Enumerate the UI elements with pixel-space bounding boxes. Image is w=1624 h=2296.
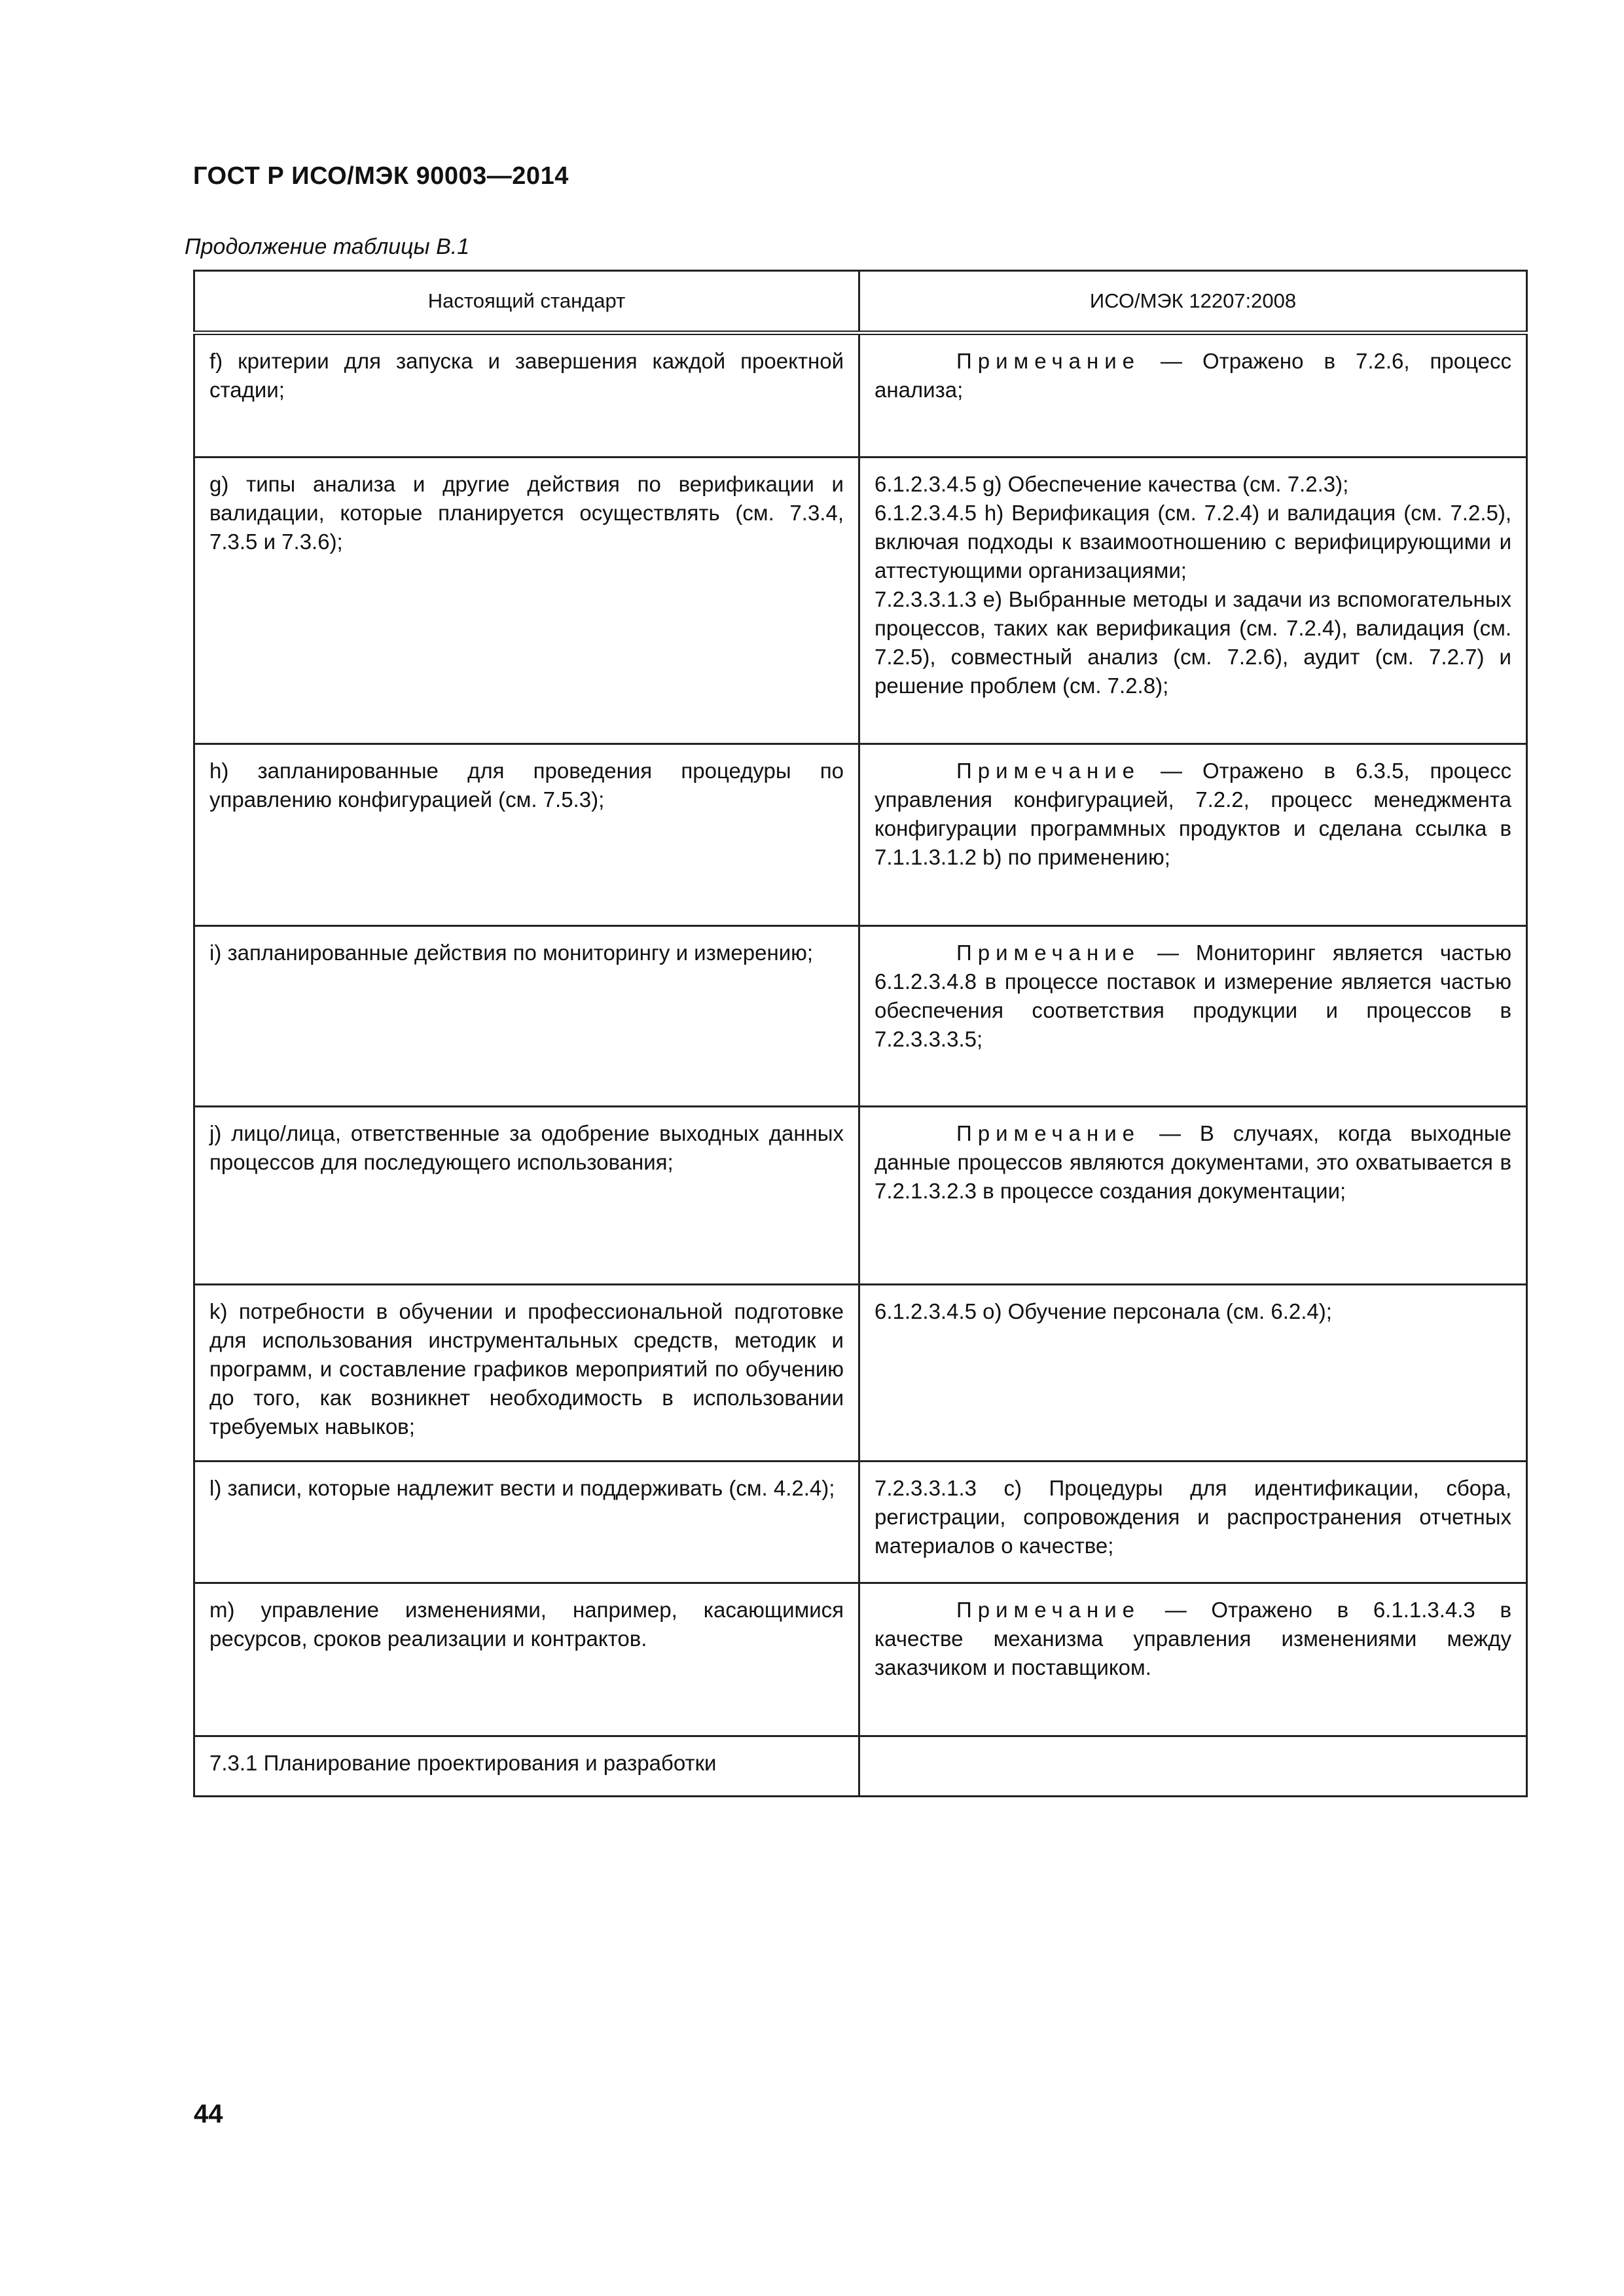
note-text: — В случаях, когда выходные данные процессов являются документами, это охватывается в 7.2.1.3.2.3 в процессе создания документации; [875,1121,1511,1203]
note-label: Примечание [956,349,1141,373]
reference-line: 6.1.2.3.4.5 g) Обеспечение качества (см. 7.2.3); [875,472,1349,496]
row-h-right [859,744,1527,926]
reference-line: 7.2.3.3.1.3 е) Выбранные методы и задачи из вспомогательных процессов, таких как верификация (см. 7.2.4), валидация (см. 7.2.5), совместный анализ (см. 7.2.6), аудит (см. 7.2.7) и решение проблем (см. 7.2.8); [875,587,1511,698]
row-g-left: g) типы анализа и другие действия по верификации и валидации, которые планируется осуществлять (см. 7.3.4, 7.3.5 и 7.3.6); [194,457,859,744]
table-caption: Продолжение таблицы В.1 [185,234,470,259]
table-row [194,926,1527,1107]
row-m-left: m) управление изменениями, например, касающимися ресурсов, сроков реализации и контрактов. [194,1583,859,1736]
table-row [194,1583,1527,1736]
note-text: — Отражено в 7.2.6, процесс анализа; [875,349,1511,402]
row-i-left: i) запланированные действия по мониторингу и измерению; [194,926,859,1107]
row-l-left: l) записи, которые надлежит вести и поддерживать (см. 4.2.4); [194,1462,859,1583]
column-header-iso-12207: ИСО/МЭК 12207:2008 [859,271,1527,333]
row-h-left: h) запланированные для проведения процедуры по управлению конфигурацией (см. 7.5.3); [194,744,859,926]
comparison-table [193,270,1528,1797]
row-f-right [859,333,1527,457]
row-j-left: j) лицо/лица, ответственные за одобрение выходных данных процессов для последующего использования; [194,1107,859,1285]
row-f-left: f) критерии для запуска и завершения каждой проектной стадии; [194,333,859,457]
table-row [194,333,1527,457]
row-m-right [859,1583,1527,1736]
reference-line: 6.1.2.3.4.5 h) Верификация (см. 7.2.4) и валидация (см. 7.2.5), включая подходы к взаимоотношению с верифицирующими и аттестующими организациями; [875,501,1511,583]
column-header-current-standard: Настоящий стандарт [194,271,859,333]
table-header-row [194,271,1527,333]
row-l-right: 7.2.3.3.1.3 с) Процедуры для идентификации, сбора, регистрации, сопровождения и распространения отчетных материалов о качестве; [859,1462,1527,1583]
row-k-right: 6.1.2.3.4.5 о) Обучение персонала (см. 6.2.4); [859,1285,1527,1462]
row-j-right [859,1107,1527,1285]
table-row [194,1107,1527,1285]
note-label: Примечание [956,759,1141,783]
document-title: ГОСТ Р ИСО/МЭК 90003—2014 [193,162,569,190]
row-i-right [859,926,1527,1107]
row-731-right [859,1736,1527,1797]
note-label: Примечание [956,1598,1141,1622]
table-row [194,1736,1527,1797]
table-row [194,457,1527,744]
page-number: 44 [194,2100,223,2128]
note-label: Примечание [956,1121,1141,1145]
row-k-left: k) потребности в обучении и профессиональной подготовке для использования инструментальных средств, методик и программ, и составление графиков мероприятий по обучению до того, как возникнет необходимость в использовании требуемых навыков; [194,1285,859,1462]
table-row [194,1462,1527,1583]
row-g-right [859,457,1527,744]
row-731-left: 7.3.1 Планирование проектирования и разработки [194,1736,859,1797]
note-label: Примечание [956,941,1141,965]
note-text: — Мониторинг является частью 6.1.2.3.4.8 в процессе поставок и измерение является частью обеспечения соответствия продукции и процессов в 7.2.3.3.3.5; [875,941,1511,1051]
table-row [194,744,1527,926]
note-text: — Отражено в 6.3.5, процесс управления конфигурацией, 7.2.2, процесс менеджмента конфигурации программных продуктов и сделана ссылка в 7.1.1.3.1.2 b) по применению; [875,759,1511,869]
table-row [194,1285,1527,1462]
note-text: — Отражено в 6.1.1.3.4.3 в качестве механизма управления изменениями между заказчиком и поставщиком. [875,1598,1511,1679]
